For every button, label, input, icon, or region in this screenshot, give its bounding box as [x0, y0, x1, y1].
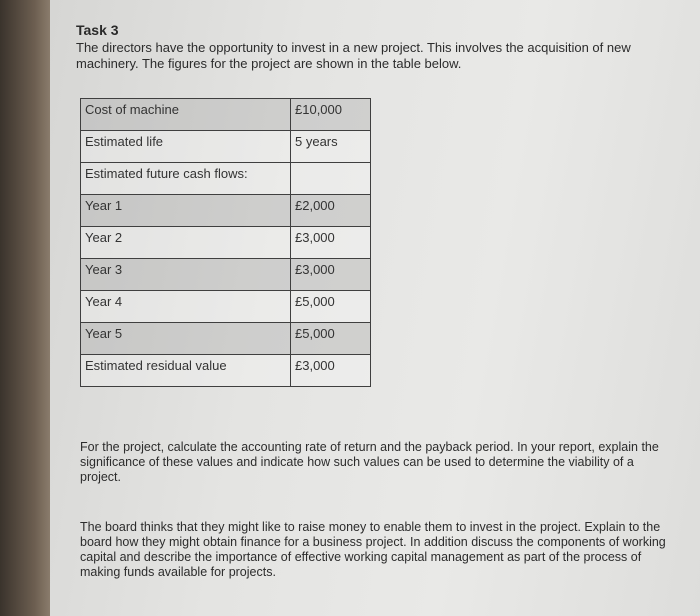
intro-text: The directors have the opportunity to invest in a new project. This involves the acquisition of new machinery. The figures for the project are shown in the table below. — [76, 40, 631, 71]
row-label: Estimated life — [81, 131, 291, 163]
row-label: Year 2 — [81, 227, 291, 259]
table-row — [81, 195, 371, 227]
table-row — [81, 99, 371, 131]
table-row — [81, 291, 371, 323]
row-label: Year 1 — [81, 195, 291, 227]
photo-background-edge — [0, 0, 50, 616]
row-value — [291, 163, 371, 195]
row-label: Estimated future cash flows: — [81, 163, 291, 195]
table-row — [81, 323, 371, 355]
project-figures-table — [80, 98, 371, 387]
row-value: £2,000 — [291, 195, 371, 227]
row-label: Estimated residual value — [81, 355, 291, 387]
task-title: Task 3 — [76, 22, 119, 38]
finance-instructions: The board thinks that they might like to raise money to enable them to invest in the project. Explain to the board how they might obtain finance for a business project. In addition discuss the components of working capital and describe the importance of effective working capital management as part of the process of making funds available for projects. — [80, 520, 666, 579]
table-row — [81, 163, 371, 195]
row-label: Cost of machine — [81, 99, 291, 131]
row-value: £5,000 — [291, 323, 371, 355]
table-row — [81, 259, 371, 291]
table-row — [81, 227, 371, 259]
table-row — [81, 131, 371, 163]
row-value: £10,000 — [291, 99, 371, 131]
row-value: £3,000 — [291, 259, 371, 291]
row-label: Year 4 — [81, 291, 291, 323]
calculation-instructions: For the project, calculate the accounting rate of return and the payback period. In your report, explain the significance of these values and indicate how such values can be used to determine the viability of a project. — [80, 440, 659, 484]
row-value: 5 years — [291, 131, 371, 163]
row-value: £3,000 — [291, 227, 371, 259]
row-value: £5,000 — [291, 291, 371, 323]
table-row — [81, 355, 371, 387]
row-value: £3,000 — [291, 355, 371, 387]
row-label: Year 3 — [81, 259, 291, 291]
row-label: Year 5 — [81, 323, 291, 355]
